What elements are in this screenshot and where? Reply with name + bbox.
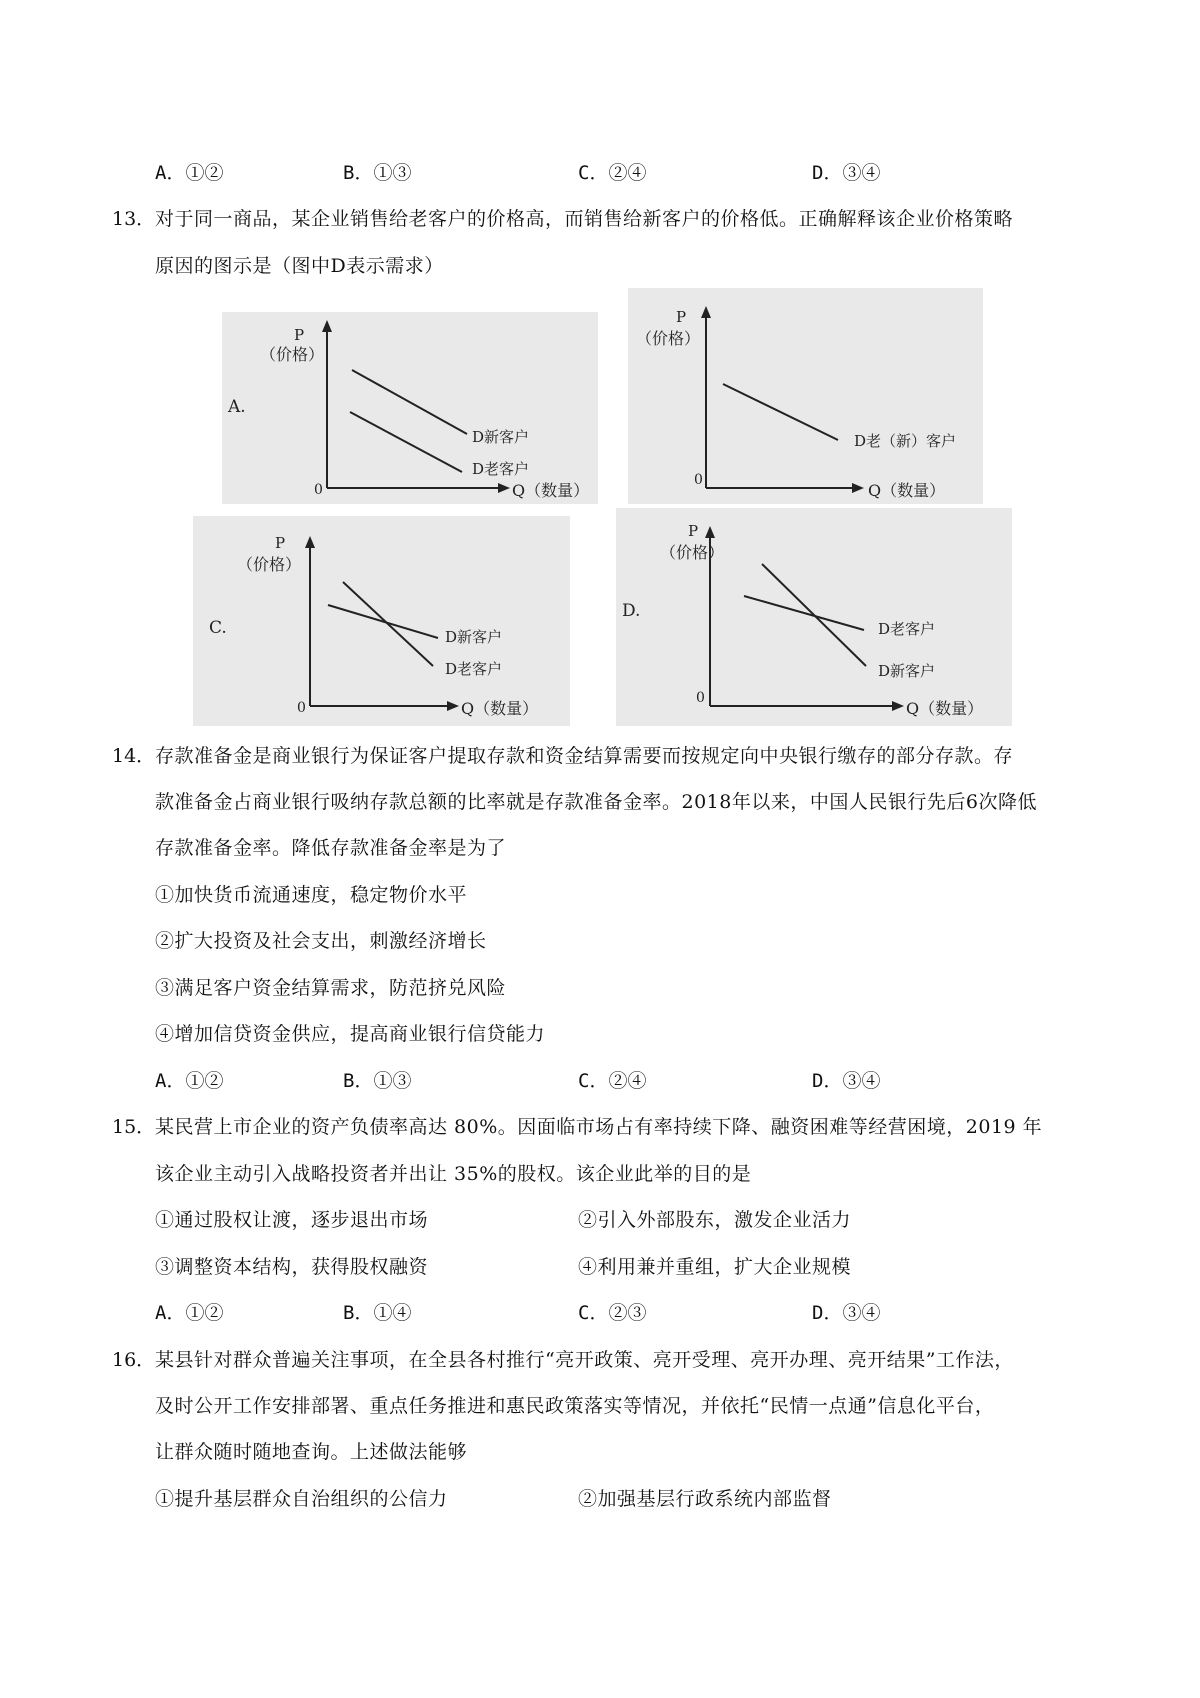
graph-d-origin: 0 (696, 690, 705, 706)
q15-option-a: A．①② (155, 1302, 224, 1324)
q16-stem-line1: 某县针对群众普遍关注事项，在全县各村推行“亮开政策、亮开受理、亮开办理、亮开结果”工作法， (155, 1349, 1014, 1371)
q14-item-4: ④增加信贷资金供应，提高商业银行信贷能力 (155, 1023, 546, 1045)
graph-d (616, 508, 1012, 726)
graph-c-demand-new-label: D新客户 (445, 628, 503, 646)
graph-c-q-label: Q（数量） (461, 699, 539, 718)
graph-d-demand-new-label: D新客户 (878, 662, 936, 680)
graph-b-price-label: （价格） (636, 329, 701, 348)
q15-option-d: D．③④ (812, 1302, 881, 1324)
graph-d-demand-new-line (762, 564, 866, 666)
q14-number: 14． (112, 745, 156, 767)
graph-a-price-label: （价格） (260, 345, 325, 364)
q15-item-3: ③调整资本结构，获得股权融资 (155, 1256, 429, 1278)
graph-b-demand-label: D老（新）客户 (854, 432, 957, 450)
q14-option-b: B．①③ (343, 1070, 412, 1092)
graph-a-q-label: Q（数量） (512, 481, 590, 500)
graph-a-p-label: P (294, 326, 305, 344)
q14-item-3: ③满足客户资金结算需求，防范挤兑风险 (155, 977, 507, 999)
graph-d-p-label: P (688, 522, 699, 540)
graph-c-demand-new-line (328, 605, 438, 638)
q16-item-1: ①提升基层群众自治组织的公信力 (155, 1488, 448, 1510)
q14-stem-line3: 存款准备金率。降低存款准备金率是为了 (155, 837, 507, 859)
graph-c-p-label: P (275, 534, 286, 552)
q12-option-b: B．①③ (343, 162, 412, 184)
graph-b-p-label: P (676, 308, 687, 326)
q15-number: 15． (112, 1116, 156, 1138)
graph-a (222, 312, 598, 504)
graph-d-letter: D. (622, 601, 641, 621)
graph-c-origin: 0 (297, 700, 306, 716)
q14-stem-line2: 款准备金占商业银行吸纳存款总额的比率就是存款准备金率。2018年以来，中国人民银行先后6次降低 (155, 791, 1037, 813)
graph-d-price-label: （价格） (660, 543, 725, 562)
q12-option-c: C．②④ (578, 162, 647, 184)
q14-item-1: ①加快货币流通速度，稳定物价水平 (155, 884, 468, 906)
q12-option-a: A．①② (155, 162, 224, 184)
q15-stem-line2: 该企业主动引入战略投资者并出让 35%的股权。该企业此举的目的是 (155, 1163, 752, 1185)
graph-a-letter: A. (228, 397, 246, 417)
q14-stem-line1: 存款准备金是商业银行为保证客户提取存款和资金结算需要而按规定向中央银行缴存的部分存款。存 (155, 745, 1014, 767)
q14-option-d: D．③④ (812, 1070, 881, 1092)
q15-option-b: B．①④ (343, 1302, 412, 1324)
graph-a-origin: 0 (314, 482, 323, 498)
q14-option-a: A．①② (155, 1070, 224, 1092)
graph-d-q-label: Q（数量） (906, 699, 984, 718)
graph-a-demand-new-label: D新客户 (472, 428, 530, 446)
graph-d-demand-old-label: D老客户 (878, 620, 936, 638)
graph-c-letter: C. (209, 618, 227, 638)
q13-stem-line1: 对于同一商品，某企业销售给老客户的价格高，而销售给新客户的价格低。正确解释该企业价格策略 (155, 208, 1014, 230)
graph-b-origin: 0 (694, 472, 703, 488)
graph-b-demand-line (723, 384, 838, 440)
q15-item-4: ④利用兼并重组，扩大企业规模 (578, 1256, 852, 1278)
graph-a-demand-old-label: D老客户 (472, 460, 530, 478)
q15-item-1: ①通过股权让渡，逐步退出市场 (155, 1209, 429, 1231)
q15-item-2: ②引入外部股东，激发企业活力 (578, 1209, 852, 1231)
q14-option-c: C．②④ (578, 1070, 647, 1092)
q15-option-c: C．②③ (578, 1302, 647, 1324)
q16-item-2: ②加强基层行政系统内部监督 (578, 1488, 832, 1510)
graph-c-demand-old-line (343, 582, 433, 666)
graph-a-demand-new-line (352, 370, 467, 434)
graph-b-q-label: Q（数量） (868, 481, 946, 500)
graph-c-demand-old-label: D老客户 (445, 660, 503, 678)
q13-stem-line2: 原因的图示是（图中D表示需求） (155, 255, 444, 277)
q12-option-d: D．③④ (812, 162, 881, 184)
q13-number: 13． (112, 208, 156, 230)
q15-stem-line1: 某民营上市企业的资产负债率高达 80%。因面临市场占有率持续下降、融资困难等经营困境，2019 年 (155, 1116, 1043, 1138)
graph-c-price-label: （价格） (237, 555, 302, 574)
q14-item-2: ②扩大投资及社会支出，刺激经济增长 (155, 930, 487, 952)
q16-number: 16． (112, 1349, 156, 1371)
graph-d-demand-old-line (744, 596, 864, 630)
q16-stem-line3: 让群众随时随地查询。上述做法能够 (155, 1441, 468, 1463)
graph-c (193, 516, 570, 726)
graph-b (628, 288, 983, 504)
q16-stem-line2: 及时公开工作安排部署、重点任务推进和惠民政策落实等情况，并依托“民情一点通”信息化平台， (155, 1395, 995, 1417)
